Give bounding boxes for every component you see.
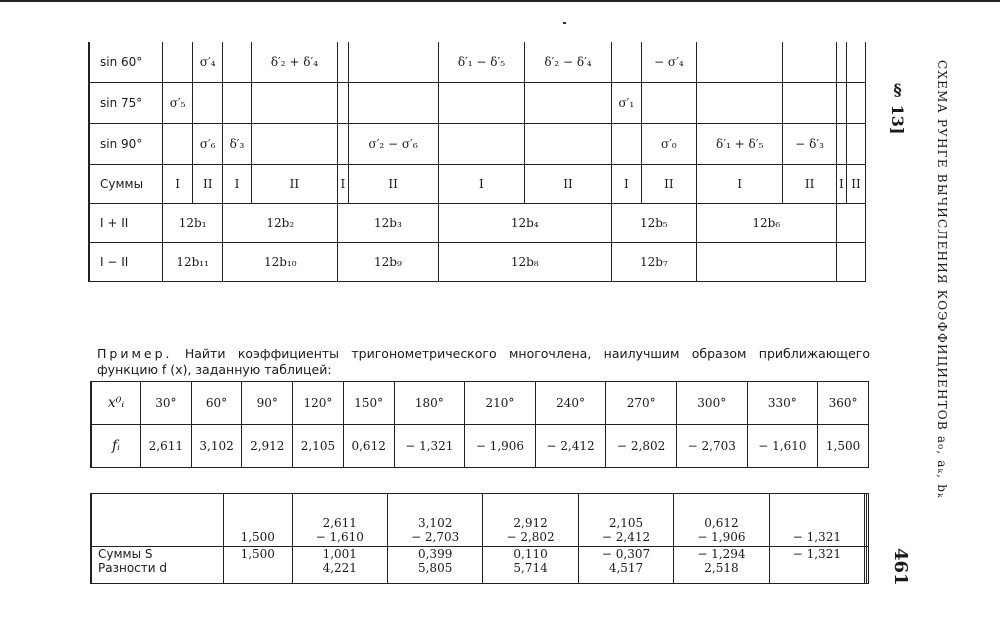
cell-line: 0,399 <box>417 547 453 561</box>
sum-label: Суммы S <box>98 547 153 561</box>
table-cell: 12b₁₁ <box>163 243 223 282</box>
table-row <box>91 494 869 547</box>
cell-line: − 1,321 <box>792 530 841 544</box>
table-cell: 12b₅ <box>611 204 696 243</box>
cell-line: 5,805 <box>417 561 453 575</box>
row-label: I + II <box>89 204 163 243</box>
row-label: fᵢ <box>91 425 141 468</box>
table-cell <box>193 83 223 124</box>
table-cell <box>641 83 696 124</box>
table-cell <box>769 494 864 547</box>
table-cell: 180° <box>394 382 465 425</box>
table-cell <box>525 83 612 124</box>
table-cell <box>696 83 783 124</box>
table-cell: 330° <box>747 382 818 425</box>
row-label: sin 90° <box>89 124 163 165</box>
table-cell: 150° <box>343 382 394 425</box>
example-paragraph <box>97 346 870 378</box>
cell-line: 0,110 <box>513 547 548 561</box>
table-cell: δ′₁ + δ′₅ <box>696 124 783 165</box>
table-cell <box>338 124 348 165</box>
table-cell <box>611 42 641 83</box>
table-cell: 210° <box>465 382 536 425</box>
table-cell <box>387 547 482 584</box>
table-cell: 12b₁₀ <box>223 243 338 282</box>
cell-line: 1,001 <box>322 547 357 561</box>
diff-label: Разности d <box>98 561 167 575</box>
table-cell <box>251 83 338 124</box>
table-cell: 2,105 <box>293 425 344 468</box>
table-cell: − 2,703 <box>676 425 747 468</box>
table-cell: 12b₆ <box>696 204 836 243</box>
row-label: Суммы <box>89 165 163 204</box>
table-cell <box>783 42 836 83</box>
cell-line: 2,518 <box>704 561 739 575</box>
table-cell <box>836 42 846 83</box>
table-cell: I <box>163 165 193 204</box>
table-cell: 360° <box>818 382 869 425</box>
table-cell: 12b₇ <box>611 243 696 282</box>
table-cell: 90° <box>242 382 293 425</box>
table-cell <box>292 547 387 584</box>
table-cell <box>163 42 193 83</box>
table-cell: I <box>611 165 641 204</box>
table-row <box>89 83 866 124</box>
speck <box>563 22 566 24</box>
table-cell <box>696 42 783 83</box>
page-number: 461 <box>890 548 911 586</box>
table-cell <box>696 243 836 282</box>
cell-line: 2,611 <box>322 516 357 530</box>
table-cell <box>847 42 866 83</box>
table-row <box>89 42 866 83</box>
table-cell: 2,912 <box>242 425 293 468</box>
table-row <box>89 243 866 282</box>
cell-line: 2,105 <box>608 516 644 530</box>
table-cell <box>867 547 869 584</box>
table-cell: 120° <box>293 382 344 425</box>
table-cell: σ′₁ <box>611 83 641 124</box>
table-row <box>91 547 869 584</box>
table-cell: 12b₂ <box>223 204 338 243</box>
cell-line: − 2,703 <box>411 530 460 544</box>
example-lead: Пример. <box>97 346 173 361</box>
table-cell <box>611 124 641 165</box>
table-cell: − 1,321 <box>394 425 465 468</box>
table-cell: − σ′₄ <box>641 42 696 83</box>
row-label <box>91 494 224 547</box>
table-cell <box>674 494 769 547</box>
table-cell <box>387 494 482 547</box>
row-label <box>91 547 224 584</box>
table-cell: 30° <box>141 382 192 425</box>
cell-line: − 0,307 <box>601 547 651 561</box>
cell-line: 1,500 <box>240 547 275 561</box>
table-cell: 12b₉ <box>338 243 438 282</box>
table-cell: − δ′₃ <box>783 124 836 165</box>
cell-line: − 2,412 <box>601 530 651 544</box>
table-cell: − 2,412 <box>535 425 606 468</box>
table-cell <box>578 494 673 547</box>
table-cell: − 1,610 <box>747 425 818 468</box>
row-label: sin 75° <box>89 83 163 124</box>
table-cell: 12b₄ <box>438 204 611 243</box>
row-label: I − II <box>89 243 163 282</box>
table-cell: σ′₀ <box>641 124 696 165</box>
cell-line: 2,912 <box>513 516 548 530</box>
table-cell: II <box>348 165 438 204</box>
table-cell: 12b₈ <box>438 243 611 282</box>
table-cell: II <box>783 165 836 204</box>
table-cell <box>348 83 438 124</box>
cell-line: 0,612 <box>704 516 739 530</box>
table-cell: 300° <box>676 382 747 425</box>
table-cell: 12b₃ <box>338 204 438 243</box>
table-cell: σ′₄ <box>193 42 223 83</box>
table-cell <box>223 42 251 83</box>
table-cell: σ′₆ <box>193 124 223 165</box>
table-row <box>91 425 869 468</box>
section-marker: § 13] <box>888 80 907 135</box>
table-cell <box>292 494 387 547</box>
sums-differences-table <box>90 493 869 584</box>
table-cell: II <box>847 165 866 204</box>
cell-line: − 1,321 <box>792 547 841 561</box>
function-values-table <box>90 381 869 468</box>
table-cell: δ′₂ + δ′₄ <box>251 42 338 83</box>
table-cell <box>836 124 846 165</box>
example-text: Найти коэффициенты тригонометрического многочлена, наилучшим образом приближающего функцию f (x), заданную таблицей: <box>97 346 870 377</box>
table-cell: 1,500 <box>818 425 869 468</box>
table-cell: II <box>641 165 696 204</box>
cell-line: − 2,802 <box>506 530 555 544</box>
row-label: x⁰ᵢ <box>91 382 141 425</box>
table-cell <box>769 547 864 584</box>
table-cell <box>578 547 673 584</box>
table-cell: I <box>696 165 783 204</box>
table-cell: 270° <box>606 382 677 425</box>
table-cell: − 2,802 <box>606 425 677 468</box>
cell-line: 4,517 <box>608 561 644 575</box>
table-cell <box>525 124 612 165</box>
table-cell: σ′₂ − σ′₆ <box>348 124 438 165</box>
table-cell <box>223 83 251 124</box>
table-cell <box>867 494 869 547</box>
table-cell: 12b₁ <box>163 204 223 243</box>
cell-line: 3,102 <box>417 516 453 530</box>
table-cell: I <box>836 165 846 204</box>
table-cell <box>847 83 866 124</box>
table-cell <box>783 83 836 124</box>
table-cell: 2,611 <box>141 425 192 468</box>
table-cell <box>224 547 293 584</box>
table-cell <box>836 83 846 124</box>
table-cell: I <box>223 165 251 204</box>
table-cell <box>836 243 865 282</box>
table-row <box>89 165 866 204</box>
table-cell <box>674 547 769 584</box>
table-cell: σ′₅ <box>163 83 193 124</box>
table-cell <box>224 494 293 547</box>
table-cell <box>483 547 578 584</box>
row-label: sin 60° <box>89 42 163 83</box>
cell-line: − 1,906 <box>697 530 746 544</box>
table-cell <box>438 124 525 165</box>
table-cell: II <box>525 165 612 204</box>
runge-scheme-table <box>88 42 866 282</box>
table-cell: 240° <box>535 382 606 425</box>
running-title: СХЕМА РУНГЕ ВЫЧИСЛЕНИЯ КОЭФФИЦИЕНТОВ a₀, aₖ, bₖ <box>935 60 949 499</box>
table-cell: δ′₁ − δ′₅ <box>438 42 525 83</box>
table-cell: 0,612 <box>343 425 394 468</box>
table-cell: − 1,906 <box>465 425 536 468</box>
table-cell <box>836 204 865 243</box>
cell-line: 1,500 <box>240 530 275 544</box>
cell-line: − 1,610 <box>315 530 364 544</box>
table-cell <box>438 83 525 124</box>
table-cell <box>163 124 193 165</box>
table-cell <box>483 494 578 547</box>
table-row <box>89 204 866 243</box>
cell-line: − 1,294 <box>697 547 746 561</box>
table-cell <box>338 83 348 124</box>
table-cell: 60° <box>191 382 242 425</box>
top-rule <box>0 0 1000 2</box>
table-cell <box>251 124 338 165</box>
table-cell: II <box>193 165 223 204</box>
cell-line: 4,221 <box>322 561 357 575</box>
table-cell: δ′₂ − δ′₄ <box>525 42 612 83</box>
table-row <box>91 382 869 425</box>
table-cell <box>348 42 438 83</box>
table-cell: I <box>338 165 348 204</box>
table-cell <box>338 42 348 83</box>
table-cell: 3,102 <box>191 425 242 468</box>
table-cell <box>847 124 866 165</box>
table-row <box>89 124 866 165</box>
table-cell: II <box>251 165 338 204</box>
cell-line: 5,714 <box>513 561 548 575</box>
table-cell: δ′₃ <box>223 124 251 165</box>
table-cell: I <box>438 165 525 204</box>
